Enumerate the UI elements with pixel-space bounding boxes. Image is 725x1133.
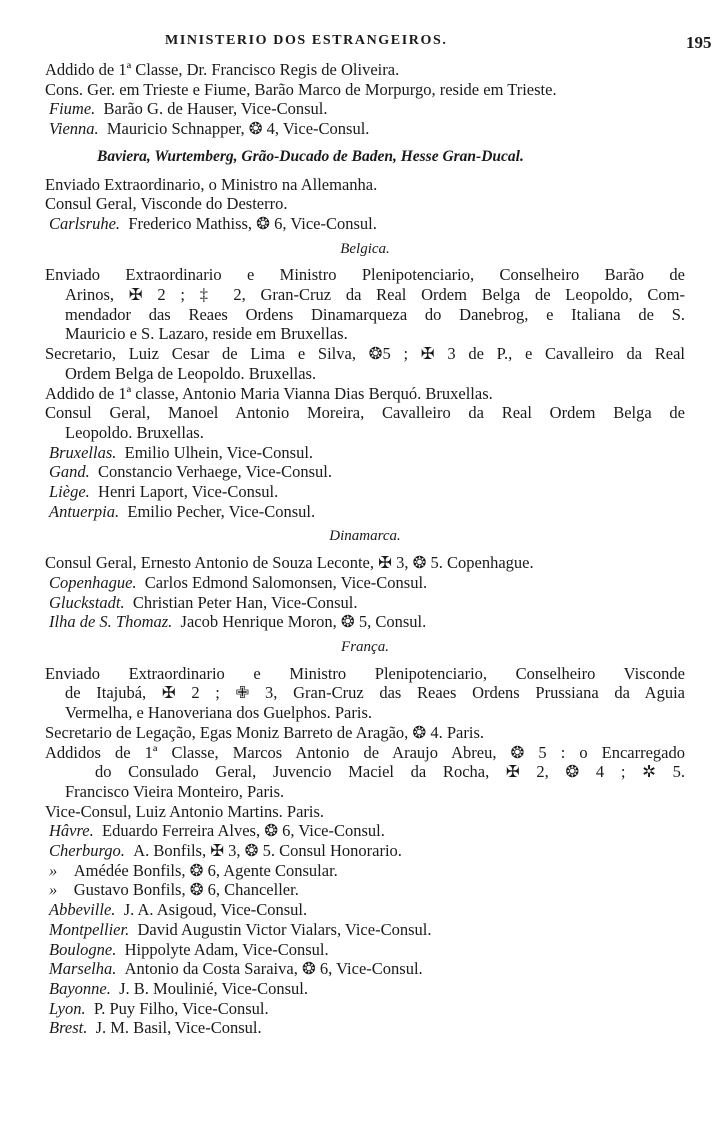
place-name: Marselha. xyxy=(49,959,117,979)
list-entry xyxy=(45,99,685,119)
entry-line xyxy=(45,482,685,502)
entry-line xyxy=(45,703,685,723)
list-entry xyxy=(45,119,685,139)
list-entry xyxy=(45,861,685,881)
entry-line xyxy=(45,880,685,900)
entry-text: Consul Geral, Manoel Antonio Moreira, Cavalleiro da Real Ordem Belga de xyxy=(45,403,685,423)
section-heading: Dinamarca. xyxy=(329,528,401,545)
document-body xyxy=(45,60,685,1038)
entry-text: Barão G. de Hauser, Vice-Consul. xyxy=(103,99,328,119)
list-entry xyxy=(45,482,685,502)
list-entry xyxy=(45,593,685,613)
entry-text: Consul Geral, Ernesto Antonio de Souza Leconte, ✠ 3, ❂ 5. Copenhague. xyxy=(45,553,534,573)
entry-line xyxy=(45,683,685,703)
entry-text: do Consulado Geral, Juvencio Maciel da Rocha, ✠ 2, ❂ 4 ; ✲ 5. xyxy=(95,762,685,782)
entry-text: Vice-Consul, Luiz Antonio Martins. Paris. xyxy=(45,801,325,821)
running-title: MINISTERIO DOS ESTRANGEIROS. xyxy=(165,33,448,48)
list-entry xyxy=(45,841,685,861)
list-entry xyxy=(45,920,685,940)
entry-text: Enviado Extraordinario e Ministro Plenipotenciario, Conselheiro Visconde xyxy=(45,663,685,683)
place-name: Ilha de S. Thomaz. xyxy=(49,612,173,632)
entry-text: Ordem Belga de Leopoldo. Bruxellas. xyxy=(65,363,317,383)
place-name: Brest. xyxy=(49,1018,88,1038)
place-name: Lyon. xyxy=(49,998,86,1018)
entry-line xyxy=(45,194,685,214)
list-entry xyxy=(45,612,685,632)
entry-text: Amédée Bonfils, ❂ 6, Agente Consular. xyxy=(73,860,338,880)
entry-text: Vermelha, e Hanoveriana dos Guelphos. Paris. xyxy=(65,703,372,723)
list-entry xyxy=(45,979,685,999)
list-entry xyxy=(45,959,685,979)
list-entry xyxy=(45,940,685,960)
entry-line xyxy=(45,344,685,364)
place-name: Carlsruhe. xyxy=(49,213,121,233)
entry-text: Addido de 1ª classe, Antonio Maria Vianna Dias Berquó. Bruxellas. xyxy=(45,383,493,403)
entry-line xyxy=(45,920,685,940)
entry-line xyxy=(45,285,685,305)
entry-line xyxy=(45,403,685,423)
entry-line xyxy=(45,324,685,344)
place-name: Cherburgo. xyxy=(49,841,125,861)
entry-text: Cons. Ger. em Trieste e Fiume, Barão Marco de Morpurgo, reside em Trieste. xyxy=(45,79,557,99)
entry-text: Gustavo Bonfils, ❂ 6, Chanceller. xyxy=(73,880,299,900)
entry-text: Jacob Henrique Moron, ❂ 5, Consul. xyxy=(180,612,427,632)
entry-text: Mauricio Schnapper, ❂ 4, Vice-Consul. xyxy=(106,119,370,139)
page-number: 195 xyxy=(686,33,712,52)
entry-line xyxy=(45,175,685,195)
entry-line xyxy=(45,900,685,920)
entry-text: Eduardo Ferreira Alves, ❂ 6, Vice-Consul. xyxy=(102,821,385,841)
list-entry xyxy=(45,384,685,404)
entry-line xyxy=(45,99,685,119)
entry-line xyxy=(45,979,685,999)
list-entry xyxy=(45,553,685,573)
entry-line xyxy=(45,384,685,404)
entry-line xyxy=(45,265,685,285)
entry-line xyxy=(45,443,685,463)
place-name: Gluckstadt. xyxy=(49,592,125,612)
list-entry xyxy=(45,443,685,463)
entry-line xyxy=(45,1018,685,1038)
entry-text: Francisco Vieira Monteiro, Paris. xyxy=(65,781,285,801)
entry-text: de Itajubá, ✠ 2 ; ✙ 3, Gran-Cruz das Reaes Ordens Prussiana da Aguia xyxy=(65,683,685,703)
list-entry xyxy=(45,175,685,195)
entry-text: Consul Geral, Visconde do Desterro. xyxy=(45,194,288,214)
place-name: » xyxy=(49,880,58,900)
entry-text: Frederico Mathiss, ❂ 6, Vice-Consul. xyxy=(128,213,377,233)
entry-line xyxy=(45,573,685,593)
section-heading: França. xyxy=(341,638,389,655)
place-name: Abbeville. xyxy=(49,900,116,920)
entry-line xyxy=(45,723,685,743)
list-entry xyxy=(45,80,685,100)
entry-line xyxy=(45,999,685,1019)
entry-line xyxy=(45,502,685,522)
entry-text: Henri Laport, Vice-Consul. xyxy=(98,482,279,502)
place-name: Bayonne. xyxy=(49,978,111,998)
entry-line xyxy=(45,940,685,960)
place-name: Hâvre. xyxy=(49,821,94,841)
place-name: Gand. xyxy=(49,462,90,482)
entry-line xyxy=(45,743,685,763)
list-entry xyxy=(45,743,685,802)
entry-text: J. A. Asigoud, Vice-Consul. xyxy=(123,900,308,920)
list-entry xyxy=(45,880,685,900)
entry-text: Carlos Edmond Salomonsen, Vice-Consul. xyxy=(144,572,428,592)
entry-line xyxy=(45,664,685,684)
entry-text: Enviado Extraordinario e Ministro Plenipotenciario, Conselheiro Barão de xyxy=(45,265,685,285)
list-entry xyxy=(45,194,685,214)
entry-line xyxy=(45,214,685,234)
list-entry xyxy=(45,462,685,482)
entry-text: Addidos de 1ª Classe, Marcos Antonio de Araujo Abreu, ❂ 5 : o Encarregado xyxy=(45,742,685,762)
place-name: » xyxy=(49,860,58,880)
list-entry xyxy=(45,573,685,593)
entry-text: Constancio Verhaege, Vice-Consul. xyxy=(98,462,332,482)
entry-line xyxy=(45,959,685,979)
entry-text: Hippolyte Adam, Vice-Consul. xyxy=(124,939,329,959)
entry-line xyxy=(45,462,685,482)
entry-line xyxy=(45,364,685,384)
entry-line xyxy=(45,60,685,80)
section-2 xyxy=(45,240,685,522)
entry-text: Arinos, ✠ 2 ; ‡ 2, Gran-Cruz da Real Ordem Belga de Leopoldo, Com- xyxy=(65,285,685,305)
place-name: Montpellier. xyxy=(49,919,130,939)
entry-line xyxy=(45,612,685,632)
entry-line xyxy=(45,80,685,100)
entry-text: David Augustin Victor Vialars, Vice-Consul. xyxy=(137,919,432,939)
list-entry xyxy=(45,1018,685,1038)
list-entry xyxy=(45,723,685,743)
place-name: Vienna. xyxy=(49,119,99,139)
entry-text: Addido de 1ª Classe, Dr. Francisco Regis de Oliveira. xyxy=(45,60,400,79)
section-heading: Belgica. xyxy=(340,240,390,257)
place-name: Antuerpia. xyxy=(49,501,120,521)
entry-text: Emilio Pecher, Vice-Consul. xyxy=(127,501,316,521)
entry-text: Antonio da Costa Saraiva, ❂ 6, Vice-Consul. xyxy=(124,959,423,979)
entry-text: A. Bonfils, ✠ 3, ❂ 5. Consul Honorario. xyxy=(133,841,402,861)
entry-text: Secretario de Legação, Egas Moniz Barreto de Aragão, ❂ 4. Paris. xyxy=(45,722,484,742)
section-4 xyxy=(45,638,685,1038)
entry-line xyxy=(45,593,685,613)
list-entry xyxy=(45,344,685,383)
entry-text: Enviado Extraordinario, o Ministro na Allemanha. xyxy=(45,174,378,194)
place-name: Boulogne. xyxy=(49,939,117,959)
entry-text: J. M. Basil, Vice-Consul. xyxy=(95,1018,262,1038)
list-entry xyxy=(45,664,685,723)
entry-line xyxy=(45,423,685,443)
list-entry xyxy=(45,265,685,344)
entry-line xyxy=(45,782,685,802)
list-entry xyxy=(45,214,685,234)
section-1 xyxy=(45,147,685,234)
entry-text: P. Puy Filho, Vice-Consul. xyxy=(93,998,269,1018)
section-0 xyxy=(45,60,685,139)
list-entry xyxy=(45,821,685,841)
entry-text: Secretario, Luiz Cesar de Lima e Silva, ❂5 ; ✠ 3 de P., e Cavalleiro da Real xyxy=(45,344,685,364)
entry-line xyxy=(45,861,685,881)
place-name: Copenhague. xyxy=(49,572,137,592)
entry-line xyxy=(45,305,685,325)
section-heading: Baviera, Wurtemberg, Grão-Ducado de Baden, Hesse Gran-Ducal. xyxy=(97,147,524,165)
entry-line xyxy=(45,762,685,782)
page-header xyxy=(0,33,725,55)
entry-line xyxy=(45,802,685,822)
list-entry xyxy=(45,60,685,80)
place-name: Liège. xyxy=(49,482,90,502)
list-entry xyxy=(45,802,685,822)
entry-text: mendador das Reaes Ordens Dinamarqueza do Danebrog, e Italiana de S. xyxy=(65,304,685,324)
entry-text: Christian Peter Han, Vice-Consul. xyxy=(132,592,358,612)
entry-text: Mauricio e S. Lazaro, reside em Bruxellas. xyxy=(65,324,348,344)
entry-line xyxy=(45,821,685,841)
entry-text: Emilio Ulhein, Vice-Consul. xyxy=(124,442,314,462)
place-name: Fiume. xyxy=(49,99,96,119)
entry-line xyxy=(45,553,685,573)
list-entry xyxy=(45,403,685,442)
list-entry xyxy=(45,502,685,522)
entry-text: J. B. Moulinié, Vice-Consul. xyxy=(119,978,309,998)
entry-text: Leopoldo. Bruxellas. xyxy=(65,422,204,442)
list-entry xyxy=(45,999,685,1019)
list-entry xyxy=(45,900,685,920)
section-3 xyxy=(45,527,685,632)
entry-line xyxy=(45,841,685,861)
entry-line xyxy=(45,119,685,139)
place-name: Bruxellas. xyxy=(49,442,117,462)
